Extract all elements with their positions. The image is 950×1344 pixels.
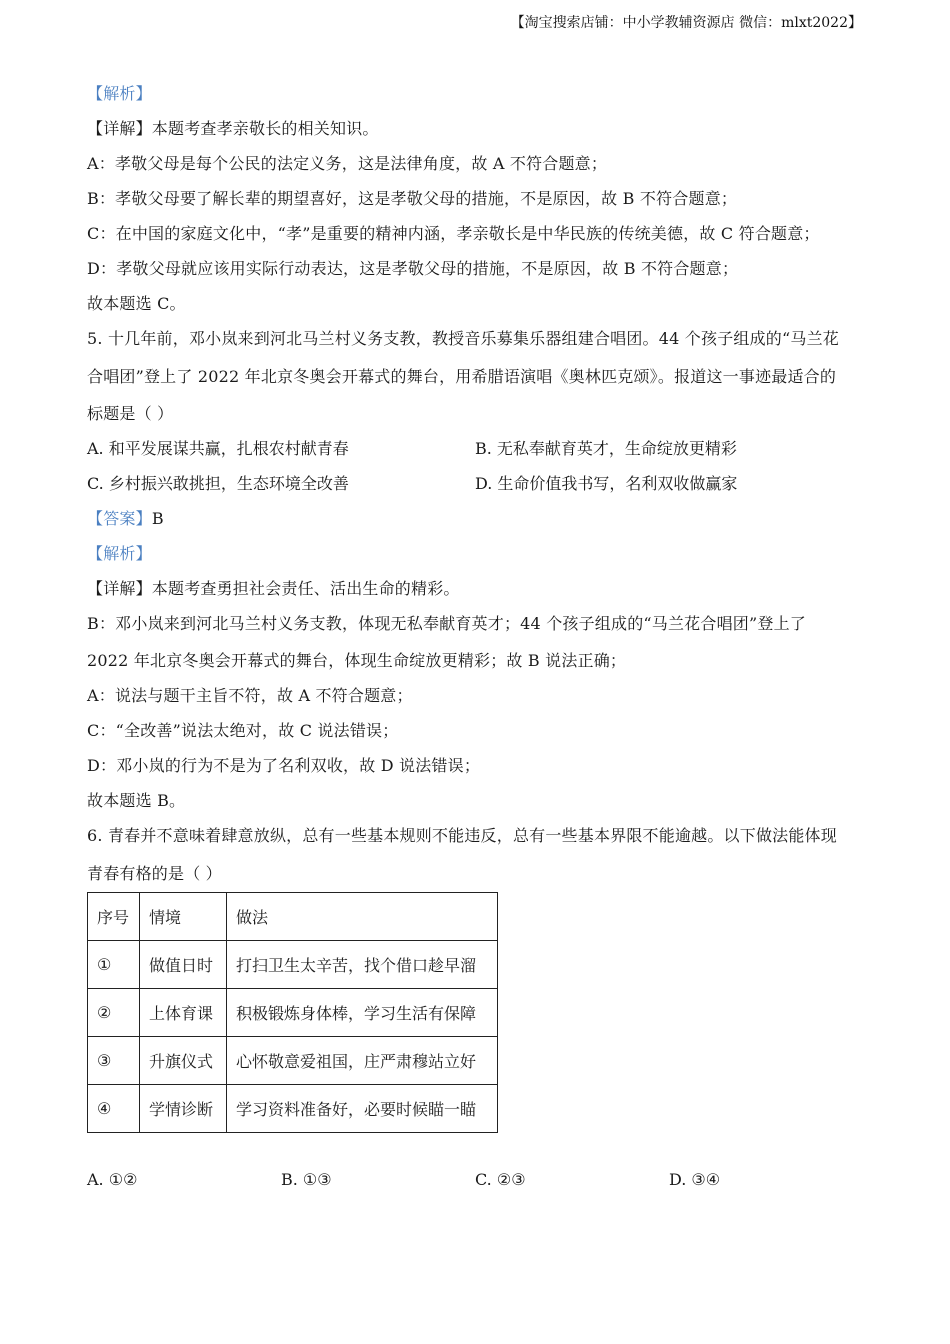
q6-option-b: B. ①③	[281, 1170, 332, 1189]
table-header-cell: 情境	[140, 893, 227, 941]
table-cell: 学习资料准备好，必要时候瞄一瞄	[227, 1085, 498, 1133]
table-cell: 升旗仪式	[140, 1037, 227, 1085]
q4-explain-a: A：孝敬父母是每个公民的法定义务，这是法律角度，故 A 不符合题意；	[87, 154, 608, 173]
q5-option-c: C. 乡村振兴敢挑担，生态环境全改善	[87, 474, 349, 493]
q6-stem-line1: 6. 青春并不意味着肆意放纵，总有一些基本规则不能违反，总有一些基本界限不能逾越。以下做法能体现	[87, 826, 837, 845]
table-row	[88, 1037, 498, 1085]
table-cell: 学情诊断	[140, 1085, 227, 1133]
q5-explain-c: C：“全改善”说法太绝对，故 C 说法错误；	[87, 721, 399, 740]
q6-table	[87, 892, 498, 1133]
q5-stem-line1: 5. 十几年前，邓小岚来到河北马兰村义务支教，教授音乐募集乐器组建合唱团。44 个孩子组成的“马兰花	[87, 329, 839, 348]
q5-analysis-tag: 【解析】	[87, 544, 152, 563]
q5-conclusion: 故本题选 B。	[87, 791, 186, 810]
q5-detail: 【详解】本题考查勇担社会责任、活出生命的精彩。	[87, 579, 460, 598]
q4-detail: 【详解】本题考查孝亲敬长的相关知识。	[87, 119, 379, 138]
table-cell: 打扫卫生太辛苦，找个借口趁早溜	[227, 941, 498, 989]
table-header-cell: 做法	[227, 893, 498, 941]
q5-explain-b-line2: 2022 年北京冬奥会开幕式的舞台，体现生命绽放更精彩；故 B 说法正确；	[87, 651, 627, 670]
q6-option-c: C. ②③	[475, 1170, 526, 1189]
q5-explain-a: A：说法与题干主旨不符，故 A 不符合题意；	[87, 686, 413, 705]
q4-analysis-tag: 【解析】	[87, 84, 152, 103]
table-header-row	[88, 893, 498, 941]
table-cell: ②	[88, 989, 140, 1037]
table-cell: ③	[88, 1037, 140, 1085]
page-header-watermark: 【淘宝搜索店铺：中小学教辅资源店 微信：mlxt2022】	[510, 15, 862, 31]
table-cell: ④	[88, 1085, 140, 1133]
q5-stem-line2: 合唱团”登上了 2022 年北京冬奥会开幕式的舞台，用希腊语演唱《奥林匹克颂》。报道这一事迹最适合的	[87, 367, 837, 386]
q4-explain-c: C：在中国的家庭文化中，“孝”是重要的精神内涵，孝亲敬长是中华民族的传统美德，故 C 符合题意；	[87, 224, 820, 243]
q4-explain-d: D：孝敬父母就应该用实际行动表达，这是孝敬父母的措施，不是原因，故 B 不符合题意；	[87, 259, 739, 278]
table-cell: 心怀敬意爱祖国，庄严肃穆站立好	[227, 1037, 498, 1085]
q5-option-a: A. 和平发展谋共赢，扎根农村献青春	[87, 439, 349, 458]
table-cell: 积极锻炼身体棒，学习生活有保障	[227, 989, 498, 1037]
q5-option-d: D. 生命价值我书写，名利双收做赢家	[475, 474, 738, 493]
q5-answer-value: B	[151, 509, 164, 528]
q5-answer-line	[87, 506, 164, 529]
table-cell: 做值日时	[140, 941, 227, 989]
q5-option-b: B. 无私奉献育英才，生命绽放更精彩	[475, 439, 737, 458]
q5-answer-tag: 【答案】	[87, 509, 152, 528]
q4-explain-b: B：孝敬父母要了解长辈的期望喜好，这是孝敬父母的措施，不是原因，故 B 不符合题意；	[87, 189, 738, 208]
q6-option-d: D. ③④	[669, 1170, 721, 1189]
q4-conclusion: 故本题选 C。	[87, 294, 186, 313]
q6-stem-line2: 青春有格的是（ ）	[87, 864, 222, 883]
table-row	[88, 989, 498, 1037]
table-cell: ①	[88, 941, 140, 989]
table-header-cell: 序号	[88, 893, 140, 941]
q5-explain-b-line1: B：邓小岚来到河北马兰村义务支教，体现无私奉献育英才；44 个孩子组成的“马兰花合唱团”登上了	[87, 614, 806, 633]
q5-stem-line3: 标题是（ ）	[87, 404, 174, 423]
table-cell: 上体育课	[140, 989, 227, 1037]
q5-explain-d: D：邓小岚的行为不是为了名利双收，故 D 说法错误；	[87, 756, 481, 775]
table-row	[88, 1085, 498, 1133]
table-row	[88, 941, 498, 989]
q6-option-a: A. ①②	[87, 1170, 138, 1189]
